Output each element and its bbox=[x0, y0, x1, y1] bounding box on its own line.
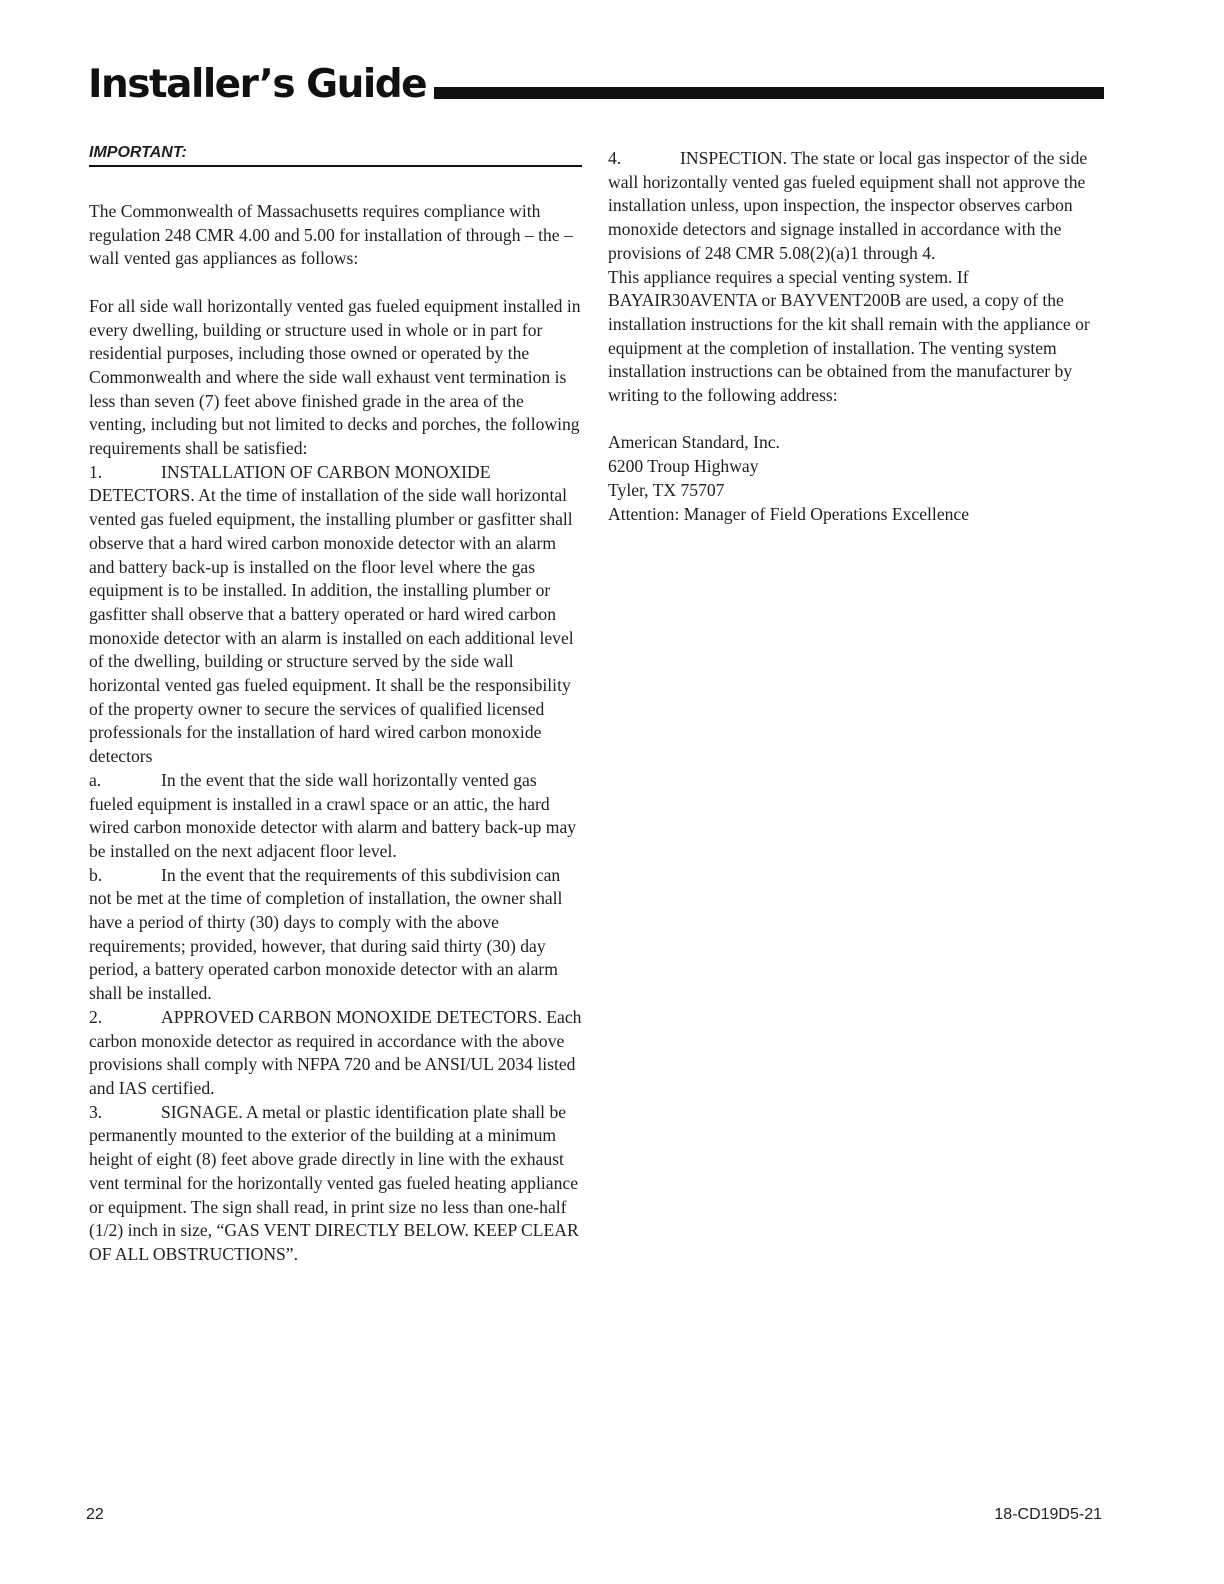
item-text: INSTALLATION OF CARBON MONOXIDE DETECTORS. At the time of installation of the side wall horizontal vented gas fueled equipment, the installing plumber or gasfitter shall observe that a hard wired carbon monoxide detector with an alarm and battery back-up is installed on the floor level where the gas equipment is to be installed. In addition, the installing plumber or gasfitter shall observe that a battery operated or hard wired carbon monoxide detector with an alarm is installed on each additional level of the dwelling, building or structure served by the side wall horizontal vented gas fueled equipment. It shall be the responsibility of the property owner to secure the services of qualified licensed professionals for the installation of hard wired carbon monoxide detectors bbox=[89, 461, 574, 767]
right-column bbox=[608, 147, 1100, 526]
requirements-paragraph: For all side wall horizontally vented gas fueled equipment installed in every dwelling, building or structure used in whole or in part for residential purposes, including those owned or operated by the Commonwealth and where the side wall exhaust vent termination is less than seven (7) feet above finished grade in the area of the venting, including but not limited to decks and porches, the following requirements shall be satisfied: bbox=[89, 295, 581, 459]
item-number: 1. bbox=[89, 461, 103, 482]
venting-paragraph: This appliance requires a special venting system. If BAYAIR30AVENTA or BAYVENT200B are used, a copy of the installation instructions for the kit shall remain with the appliance or equipment at the completion of installation. The venting system installation instructions can be obtained from the manufacturer by writing to the following address: bbox=[608, 266, 1090, 406]
item-number: 2. bbox=[89, 1006, 103, 1027]
item-number: b. bbox=[89, 864, 103, 885]
list-item bbox=[89, 1101, 582, 1267]
item-number: a. bbox=[89, 769, 102, 790]
address-city: Tyler, TX 75707 bbox=[608, 479, 725, 500]
address-company: American Standard, Inc. bbox=[608, 432, 780, 453]
list-item bbox=[89, 864, 582, 1006]
page-title: Installer’s Guide bbox=[88, 62, 427, 107]
list-item bbox=[89, 1006, 582, 1101]
page-header bbox=[88, 62, 1104, 108]
left-column bbox=[89, 143, 582, 1267]
address-street: 6200 Troup Highway bbox=[608, 456, 759, 477]
item-text: INSPECTION. The state or local gas inspector of the side wall horizontally vented gas fueled equipment shall not approve the installation unless, upon inspection, the inspector observes carbon monoxide detectors and signage installed in accordance with the provisions of 248 CMR 5.08(2)(a)1 through 4. bbox=[608, 148, 1088, 263]
list-item bbox=[608, 147, 1100, 266]
item-text: In the event that the requirements of this subdivision can not be met at the time of completion of installation, the owner shall have a period of thirty (30) days to comply with the above requirements; provided, however, that during said thirty (30) day period, a battery operated carbon monoxide detector with an alarm shall be installed. bbox=[89, 864, 563, 1004]
item-text: In the event that the side wall horizontally vented gas fueled equipment is installed in a crawl space or an attic, the hard wired carbon monoxide detector with alarm and battery back-up may be installed on the next adjacent floor level. bbox=[89, 769, 577, 861]
item-text: SIGNAGE. A metal or plastic identification plate shall be permanently mounted to the exterior of the building at a minimum height of eight (8) feet above grade directly in line with the exhaust vent terminal for the horizontally vented gas fueled heating appliance or equipment. The sign shall read, in print size no less than one-half (1/2) inch in size, “GAS VENT DIRECTLY BELOW. KEEP CLEAR OF ALL OBSTRUCTIONS”. bbox=[89, 1101, 579, 1264]
page-number: 22 bbox=[86, 1506, 104, 1523]
intro-paragraph: The Commonwealth of Massachusetts requires compliance with regulation 248 CMR 4.00 and 5.00 for installation of through – the – wall vented gas appliances as follows: bbox=[89, 201, 573, 269]
list-item bbox=[89, 769, 582, 864]
spacer bbox=[89, 271, 582, 295]
address-block bbox=[608, 431, 1100, 526]
address-attention: Attention: Manager of Field Operations Excellence bbox=[608, 503, 970, 524]
header-rule bbox=[434, 87, 1104, 99]
list-item bbox=[89, 461, 582, 769]
important-heading: IMPORTANT: bbox=[89, 143, 582, 167]
document-id: 18-CD19D5-21 bbox=[994, 1506, 1102, 1523]
item-number: 3. bbox=[89, 1101, 103, 1122]
item-text: APPROVED CARBON MONOXIDE DETECTORS. Each carbon monoxide detector as required in accordance with the above provisions shall comply with NFPA 720 and be ANSI/UL 2034 listed and IAS certified. bbox=[89, 1006, 582, 1098]
item-number: 4. bbox=[608, 148, 622, 168]
spacer bbox=[608, 408, 1100, 432]
